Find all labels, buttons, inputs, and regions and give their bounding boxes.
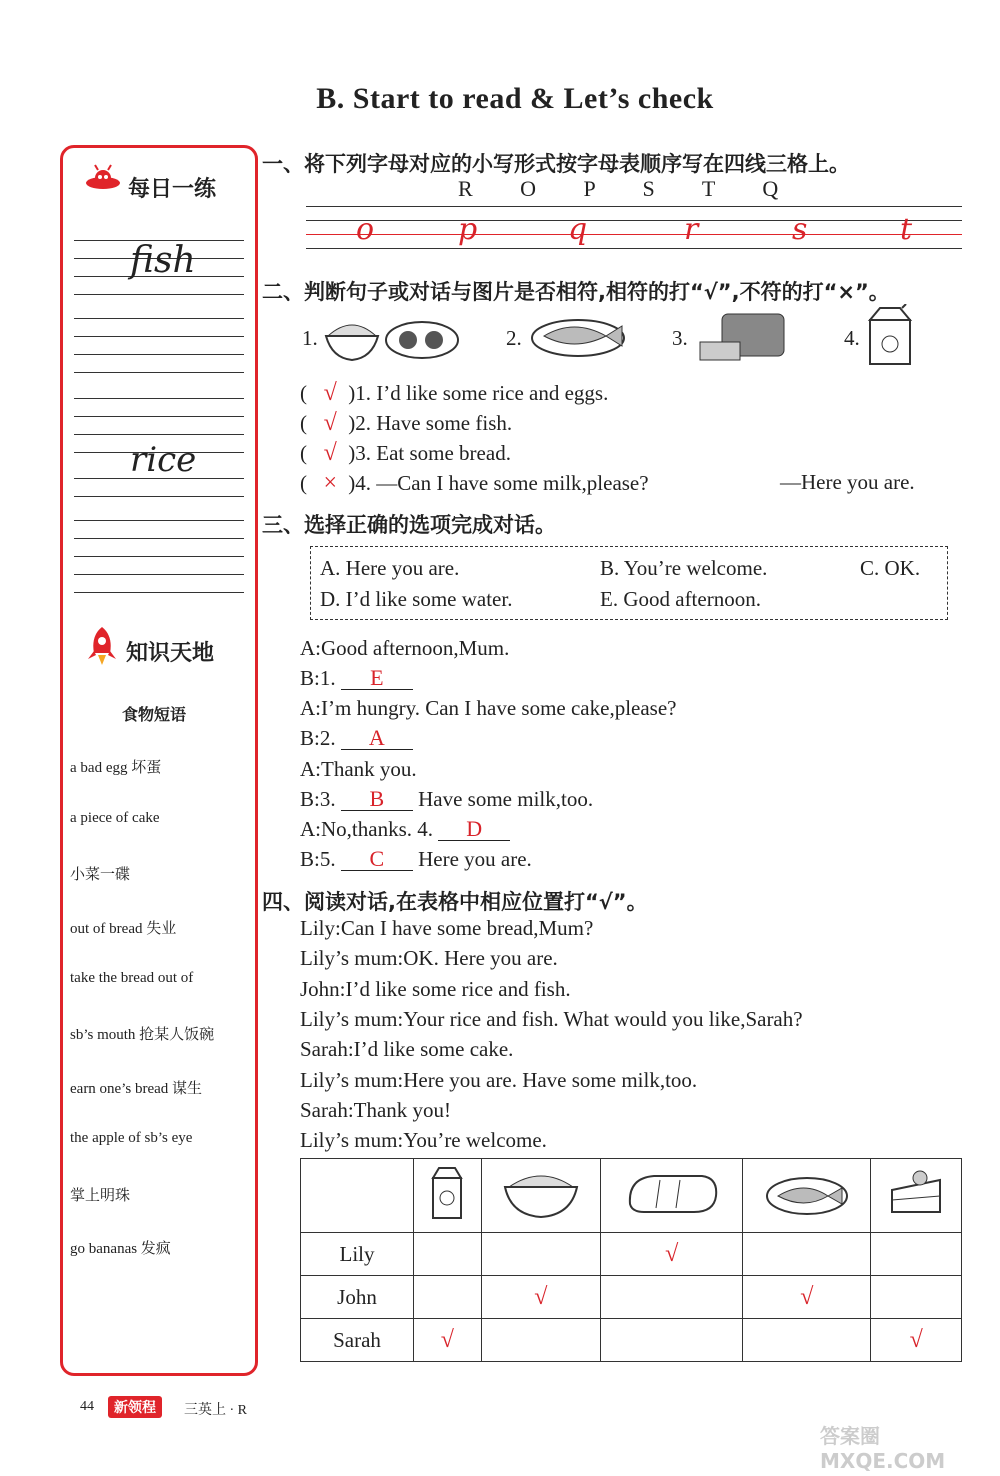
q2-item-1: ( √ )1. I’d like some rice and eggs. [300,380,609,406]
tick-john-fish: √ [743,1276,871,1319]
rice-icon [481,1159,600,1233]
cake-icon [871,1159,962,1233]
fish-plate-picture [528,306,628,367]
q4-heading: 四、阅读对话,在表格中相应位置打“√”。 [262,890,648,914]
q3-line-7: A:No,thanks. 4. D [300,817,510,842]
knowledge-title: 知识天地 [126,641,215,666]
q1-letters: R O P S T Q [458,176,781,201]
q1-answer-1: o [356,212,375,247]
phrase-4: out of bread 失业 [70,921,177,937]
q3-option-c: C. OK. [860,556,921,580]
q3-option-e: E. Good afternoon. [600,587,761,611]
q1-answer-4: r [684,212,699,247]
phrase-6: sb’s mouth 抢某人饭碗 [70,1027,215,1043]
dialogue-line-2: Lily’s mum:OK. Here you are. [300,946,558,970]
pic-num-2: 2. [506,326,522,350]
dialogue-line-7: Sarah:Thank you! [300,1098,452,1122]
q2-item-4: ( × )4. —Can I have some milk,please? [300,470,649,496]
bread-picture [696,310,792,371]
q3-line-1: A:Good afternoon,Mum. [300,636,510,660]
q3-line-8: B:5. C Here you are. [300,846,532,871]
phrase-1: a bad egg 坏蛋 [70,760,162,776]
watermark: 答案圈 MXQE.COM [820,1424,946,1473]
fish-icon [743,1159,871,1233]
phrase-10: go bananas 发疯 [70,1241,171,1257]
daily-word-1: fish [130,240,196,281]
q3-line-5: A:Thank you. [300,757,417,781]
daily-practice-title: 每日一练 [128,177,217,202]
q2-heading: 二、判断句子或对话与图片是否相符,相符的打“√”,不符的打“×”。 [262,280,890,304]
phrase-7: earn one’s bread 谋生 [70,1081,203,1097]
phrase-9: 掌上明珠 [70,1188,131,1204]
q1-answer-5: s [792,212,808,247]
dialogue-line-3: John:I’d like some rice and fish. [300,977,571,1001]
q2-item-4-reply: —Here you are. [780,470,915,494]
grade-label: 三英上 · R [184,1403,247,1418]
tick-sarah-cake: √ [871,1319,962,1362]
row-name-john: John [301,1276,414,1319]
dialogue-line-5: Sarah:I’d like some cake. [300,1037,514,1061]
ufo-icon [84,163,122,195]
tick-lily-bread: √ [600,1233,742,1276]
q2-item-2: ( √ )2. Have some fish. [300,410,513,436]
q3-line-4: B:2. A [300,726,413,751]
dialogue-line-6: Lily’s mum:Here you are. Have some milk,too. [300,1068,698,1092]
q3-line-6: B:3. B Have some milk,too. [300,786,594,811]
q1-answer-2: p [458,212,478,247]
q3-option-b: B. You’re welcome. [600,556,768,580]
dialogue-line-4: Lily’s mum:Your rice and fish. What would you like,Sarah? [300,1007,803,1031]
q3-option-d: D. I’d like some water. [320,587,513,611]
pic-num-4: 4. [844,326,860,350]
q3-heading: 三、选择正确的选项完成对话。 [262,513,556,537]
page-title: B. Start to read & Let’s check [316,82,714,115]
phrase-3: 小菜一碟 [70,867,131,883]
q1-answer-6: t [900,212,913,247]
rice-eggs-picture [322,310,462,371]
tick-john-rice: √ [481,1276,600,1319]
bread-icon [600,1159,742,1233]
phrases-title: 食物短语 [122,705,187,724]
q2-item-3: ( √ )3. Eat some bread. [300,440,511,466]
dialogue-line-8: Lily’s mum:You’re welcome. [300,1128,547,1152]
pic-num-3: 3. [672,326,688,350]
row-name-lily: Lily [301,1233,414,1276]
tick-sarah-milk: √ [414,1319,482,1362]
page-number: 44 [80,1399,94,1414]
phrase-8: the apple of sb’s eye [70,1130,193,1146]
q3-line-3: A:I’m hungry. Can I have some cake,please? [300,696,677,720]
brand-badge: 新领程 [108,1396,162,1418]
phrase-2: a piece of cake [70,810,160,826]
milk-carton-picture [862,304,922,373]
q3-option-a: A. Here you are. [320,556,460,580]
food-table [300,1158,962,1362]
phrase-5: take the bread out of [70,970,194,986]
q3-line-2: B:1. E [300,666,413,691]
pic-num-1: 1. [302,326,318,350]
q1-answer-3: q [568,212,588,247]
q1-heading: 一、将下列字母对应的小写形式按字母表顺序写在四线三格上。 [262,152,850,176]
daily-word-2: rice [130,440,197,480]
dialogue-line-1: Lily:Can I have some bread,Mum? [300,916,594,940]
rocket-icon [84,625,120,667]
row-name-sarah: Sarah [301,1319,414,1362]
milk-icon [414,1159,482,1233]
